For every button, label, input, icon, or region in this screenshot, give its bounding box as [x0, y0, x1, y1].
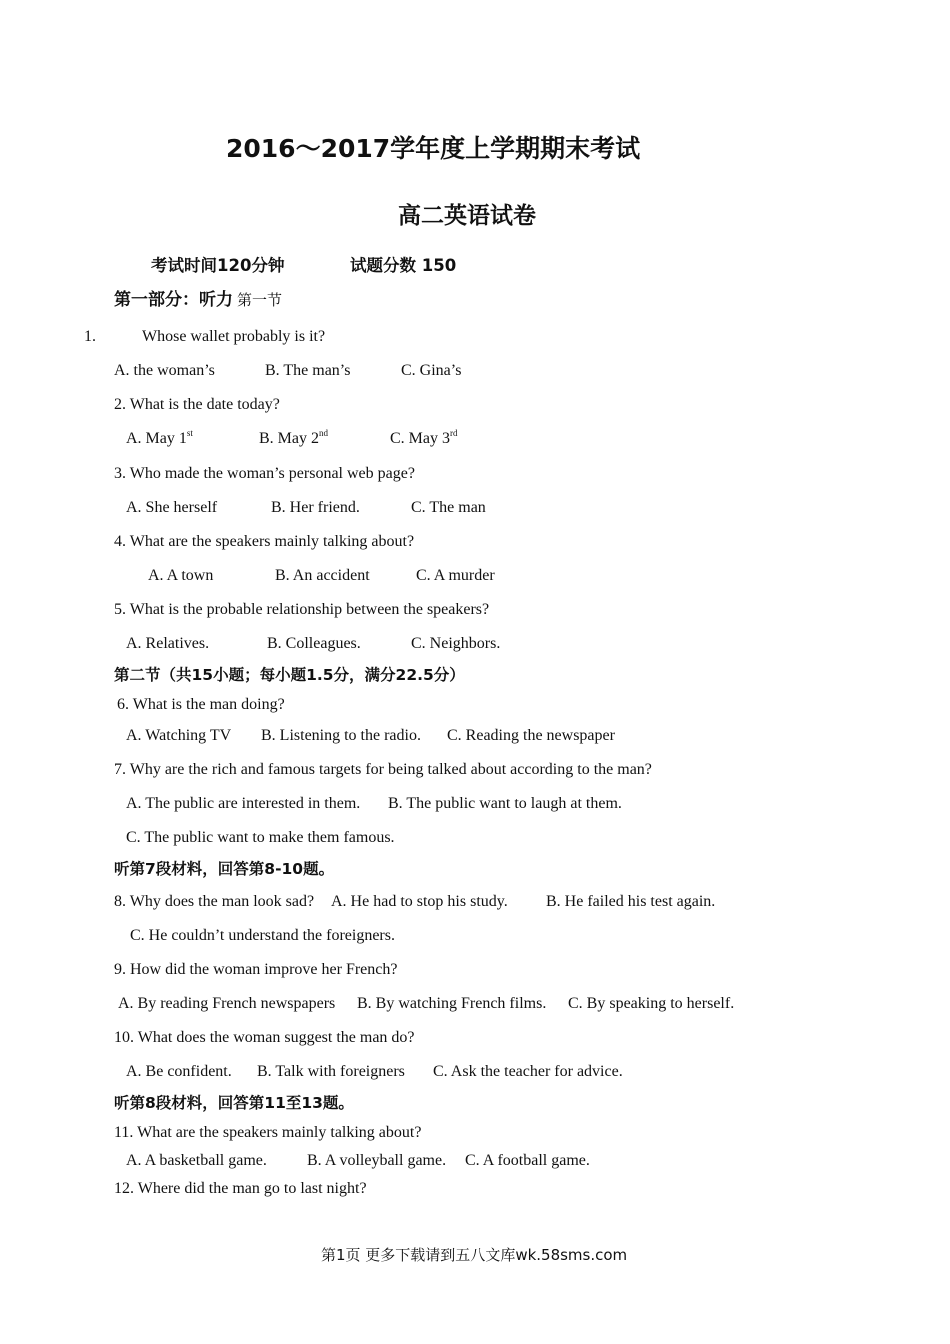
q4-option-a: A. A town [148, 567, 214, 584]
q2-option-c [390, 429, 458, 449]
q2-option-b-sup: nd [319, 428, 328, 438]
q11-option-b: B. A volleyball game. [307, 1152, 447, 1169]
q1-option-b: B. The man’s [265, 362, 351, 379]
q2-option-c-text: C. May 3 [390, 430, 450, 447]
q1-question: Whose wallet probably is it? [142, 328, 326, 345]
q2-option-a-sup: st [186, 428, 193, 438]
page-subtitle: 高二英语试卷 [398, 203, 536, 229]
q1-number: 1. [84, 328, 96, 345]
q11-option-c: C. A football game. [465, 1152, 590, 1169]
q3-option-b: B. Her friend. [271, 499, 360, 516]
q1-option-c: C. Gina’s [401, 362, 462, 379]
q9-option-a: A. By reading French newspapers [118, 995, 336, 1012]
q1-option-a: A. the woman’s [114, 362, 215, 379]
q2-question: 2. What is the date today? [114, 396, 280, 413]
exam-score: 试题分数 150 [350, 256, 457, 275]
section2-heading: 第二节（共15小题；每小题1.5分，满分22.5分） [114, 666, 465, 684]
q10-option-b: B. Talk with foreigners [257, 1063, 405, 1080]
exam-time: 考试时间120分钟 [151, 256, 285, 275]
part1-title: 第一部分：听力 [114, 290, 233, 310]
q9-option-b: B. By watching French films. [357, 995, 547, 1012]
q10-question: 10. What does the woman suggest the man do? [114, 1029, 415, 1046]
q7-question: 7. Why are the rich and famous targets for being talked about according to the man? [114, 761, 652, 778]
q2-option-a [126, 429, 193, 449]
q12-question: 12. Where did the man go to last night? [114, 1180, 367, 1197]
q6-option-c: C. Reading the newspaper [447, 727, 615, 744]
q4-question: 4. What are the speakers mainly talking about? [114, 533, 415, 550]
q8-question: 8. Why does the man look sad? [114, 893, 315, 910]
q11-option-a: A. A basketball game. [126, 1152, 267, 1169]
material7-heading: 听第7段材料，回答第8-10题。 [114, 860, 335, 878]
q3-option-a: A. She herself [126, 499, 218, 516]
material8-heading: 听第8段材料，回答第11至13题。 [114, 1094, 354, 1112]
q10-option-c: C. Ask the teacher for advice. [433, 1063, 623, 1080]
q2-option-c-sup: rd [450, 428, 458, 438]
page-title: 2016～2017学年度上学期期末考试 [226, 134, 641, 163]
page-footer: 第1页 更多下载请到五八文库wk.58sms.com [321, 1246, 628, 1264]
q4-option-b: B. An accident [275, 567, 370, 584]
q3-question: 3. Who made the woman’s personal web page? [114, 465, 415, 482]
q3-option-c: C. The man [411, 499, 486, 516]
q4-option-c: C. A murder [416, 567, 495, 584]
q6-question: 6. What is the man doing? [117, 696, 285, 713]
q10-option-a: A. Be confident. [126, 1063, 232, 1080]
q2-option-a-text: A. May 1 [126, 430, 187, 447]
q7-option-b: B. The public want to laugh at them. [388, 795, 622, 812]
q6-option-b: B. Listening to the radio. [261, 727, 421, 744]
q11-question: 11. What are the speakers mainly talking about? [114, 1124, 422, 1141]
q8-option-c: C. He couldn’t understand the foreigners. [130, 927, 395, 944]
q2-option-b-text: B. May 2 [259, 430, 319, 447]
section1-label: 第一节 [237, 291, 283, 309]
q2-option-b [259, 429, 328, 449]
q7-option-a: A. The public are interested in them. [126, 795, 361, 812]
q7-option-c: C. The public want to make them famous. [126, 829, 395, 846]
q8-option-a: A. He had to stop his study. [331, 893, 508, 910]
q9-question: 9. How did the woman improve her French? [114, 961, 398, 978]
q5-option-b: B. Colleagues. [267, 635, 361, 652]
part1-heading [114, 290, 282, 311]
q5-question: 5. What is the probable relationship between the speakers? [114, 601, 490, 618]
q9-option-c: C. By speaking to herself. [568, 995, 735, 1012]
q5-option-a: A. Relatives. [126, 635, 210, 652]
q8-option-b: B. He failed his test again. [546, 893, 716, 910]
q5-option-c: C. Neighbors. [411, 635, 501, 652]
q6-option-a: A. Watching TV [126, 727, 232, 744]
